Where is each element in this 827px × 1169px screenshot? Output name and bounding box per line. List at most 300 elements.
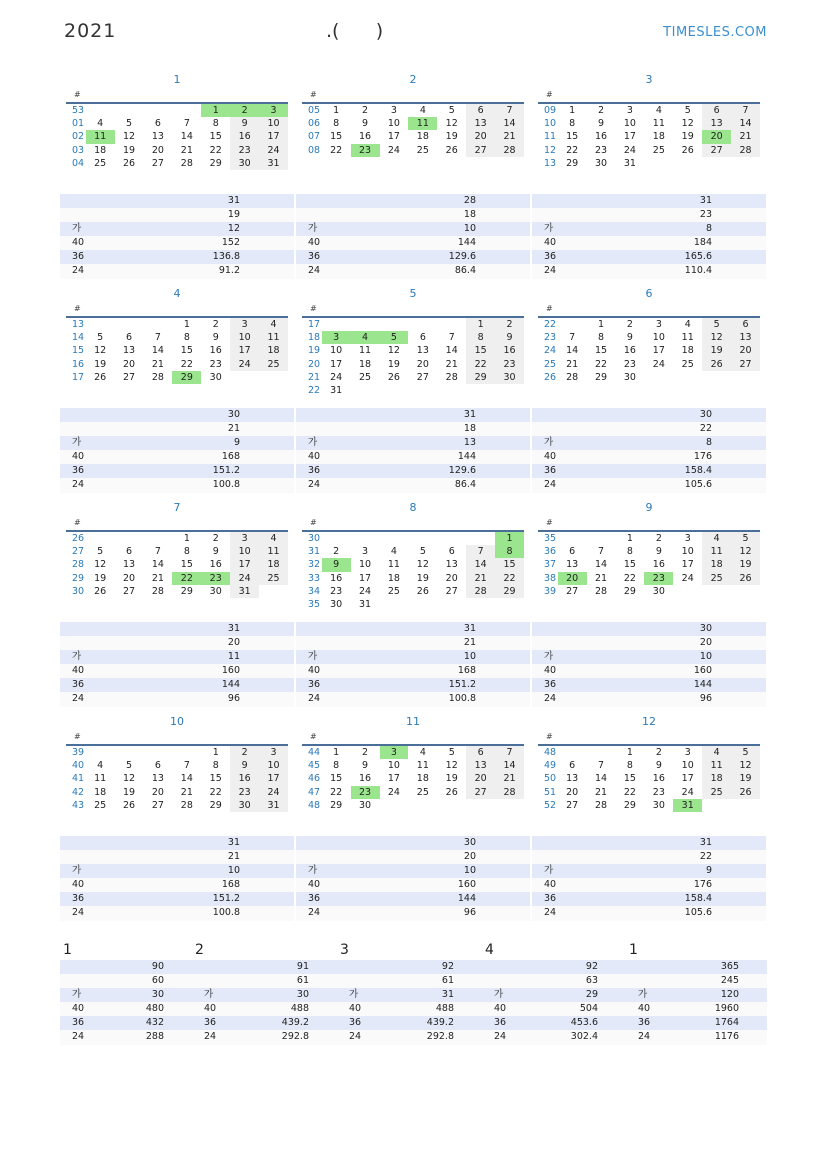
day-cell[interactable]: 20 <box>151 786 164 798</box>
day-cell[interactable]: 26 <box>94 585 107 597</box>
day-cell[interactable]: 25 <box>359 371 372 383</box>
day-cell[interactable]: 27 <box>416 371 429 383</box>
day-cell[interactable]: 2 <box>362 747 369 758</box>
holiday-day[interactable]: 31 <box>673 799 702 812</box>
day-cell[interactable]: 24 <box>387 144 400 156</box>
day-cell[interactable]: 21 <box>180 786 193 798</box>
day-cell[interactable]: 9 <box>495 331 524 344</box>
day-cell[interactable]: 25 <box>416 144 429 156</box>
day-cell[interactable]: 26 <box>731 786 760 799</box>
day-cell[interactable]: 29 <box>595 371 608 383</box>
day-cell[interactable]: 7 <box>495 746 524 759</box>
day-cell[interactable]: 26 <box>681 144 694 156</box>
day-cell[interactable]: 29 <box>180 585 193 597</box>
day-cell[interactable]: 11 <box>702 545 731 558</box>
day-cell[interactable]: 4 <box>259 532 288 545</box>
day-cell[interactable]: 25 <box>259 572 288 585</box>
day-cell[interactable]: 15 <box>330 773 343 785</box>
day-cell[interactable]: 12 <box>681 118 694 130</box>
day-cell[interactable]: 4 <box>702 532 731 545</box>
day-cell[interactable]: 15 <box>180 559 193 571</box>
day-cell[interactable]: 16 <box>359 773 372 785</box>
day-cell[interactable]: 15 <box>209 773 222 785</box>
day-cell[interactable]: 21 <box>595 786 608 798</box>
day-cell[interactable]: 11 <box>359 345 372 357</box>
day-cell[interactable]: 3 <box>626 105 633 116</box>
day-cell[interactable]: 28 <box>180 799 193 811</box>
day-cell[interactable]: 8 <box>626 760 633 772</box>
day-cell[interactable]: 9 <box>655 546 662 558</box>
day-cell[interactable]: 20 <box>123 572 136 584</box>
day-cell[interactable]: 26 <box>123 157 136 169</box>
day-cell[interactable]: 1 <box>333 105 340 116</box>
day-cell[interactable]: 29 <box>566 157 579 169</box>
day-cell[interactable]: 4 <box>419 747 426 758</box>
day-cell[interactable]: 10 <box>652 332 665 344</box>
day-cell[interactable]: 23 <box>230 786 259 799</box>
day-cell[interactable]: 27 <box>702 144 731 157</box>
day-cell[interactable]: 19 <box>94 572 107 584</box>
day-cell[interactable]: 19 <box>445 131 458 143</box>
day-cell[interactable]: 10 <box>681 760 694 772</box>
holiday-day[interactable]: 1 <box>495 532 524 545</box>
day-cell[interactable]: 2 <box>230 746 259 759</box>
day-cell[interactable]: 30 <box>359 799 372 811</box>
day-cell[interactable]: 20 <box>151 144 164 156</box>
day-cell[interactable]: 21 <box>466 572 495 585</box>
day-cell[interactable]: 7 <box>448 332 455 344</box>
day-cell[interactable]: 27 <box>566 585 579 597</box>
day-cell[interactable]: 28 <box>495 144 524 157</box>
day-cell[interactable]: 13 <box>566 773 579 785</box>
day-cell[interactable]: 17 <box>387 131 400 143</box>
day-cell[interactable]: 30 <box>623 371 636 383</box>
day-cell[interactable]: 14 <box>495 759 524 772</box>
day-cell[interactable]: 1 <box>183 319 190 330</box>
day-cell[interactable]: 29 <box>623 585 636 597</box>
day-cell[interactable]: 21 <box>495 772 524 785</box>
day-cell[interactable]: 8 <box>466 331 495 344</box>
day-cell[interactable]: 17 <box>230 558 259 571</box>
day-cell[interactable]: 1 <box>212 747 219 758</box>
day-cell[interactable]: 28 <box>595 585 608 597</box>
day-cell[interactable]: 10 <box>681 546 694 558</box>
holiday-day[interactable]: 20 <box>558 572 587 585</box>
day-cell[interactable]: 7 <box>154 546 161 558</box>
day-cell[interactable]: 5 <box>126 760 133 772</box>
day-cell[interactable]: 4 <box>702 746 731 759</box>
day-cell[interactable]: 10 <box>259 759 288 772</box>
day-cell[interactable]: 14 <box>466 558 495 571</box>
day-cell[interactable]: 30 <box>330 598 343 610</box>
day-cell[interactable]: 26 <box>94 371 107 383</box>
day-cell[interactable]: 10 <box>359 559 372 571</box>
day-cell[interactable]: 17 <box>359 572 372 584</box>
day-cell[interactable]: 24 <box>230 358 259 371</box>
day-cell[interactable]: 17 <box>681 559 694 571</box>
day-cell[interactable]: 18 <box>416 131 429 143</box>
day-cell[interactable]: 16 <box>652 559 665 571</box>
day-cell[interactable]: 1 <box>626 747 633 758</box>
day-cell[interactable]: 26 <box>702 358 731 371</box>
day-cell[interactable]: 21 <box>445 358 458 370</box>
day-cell[interactable]: 5 <box>731 532 760 545</box>
day-cell[interactable]: 11 <box>94 773 107 785</box>
day-cell[interactable]: 13 <box>466 117 495 130</box>
day-cell[interactable]: 9 <box>362 118 369 130</box>
day-cell[interactable]: 24 <box>259 144 288 157</box>
day-cell[interactable]: 15 <box>566 131 579 143</box>
day-cell[interactable]: 23 <box>230 144 259 157</box>
day-cell[interactable]: 31 <box>359 598 372 610</box>
day-cell[interactable]: 13 <box>466 759 495 772</box>
day-cell[interactable]: 25 <box>387 585 400 597</box>
day-cell[interactable]: 19 <box>702 344 731 357</box>
day-cell[interactable]: 13 <box>123 345 136 357</box>
day-cell[interactable]: 5 <box>731 746 760 759</box>
day-cell[interactable]: 8 <box>212 118 219 130</box>
day-cell[interactable]: 12 <box>445 118 458 130</box>
day-cell[interactable]: 30 <box>230 157 259 170</box>
day-cell[interactable]: 28 <box>180 157 193 169</box>
day-cell[interactable]: 17 <box>623 131 636 143</box>
day-cell[interactable]: 29 <box>330 799 343 811</box>
day-cell[interactable]: 8 <box>598 332 605 344</box>
day-cell[interactable]: 17 <box>652 345 665 357</box>
day-cell[interactable]: 17 <box>259 130 288 143</box>
holiday-day[interactable]: 3 <box>259 104 288 117</box>
day-cell[interactable]: 17 <box>259 772 288 785</box>
day-cell[interactable]: 14 <box>151 559 164 571</box>
day-cell[interactable]: 30 <box>209 585 222 597</box>
day-cell[interactable]: 27 <box>123 585 136 597</box>
day-cell[interactable]: 6 <box>702 104 731 117</box>
day-cell[interactable]: 2 <box>598 105 605 116</box>
day-cell[interactable]: 24 <box>330 371 343 383</box>
day-cell[interactable]: 18 <box>94 144 107 156</box>
day-cell[interactable]: 27 <box>445 585 458 597</box>
day-cell[interactable]: 19 <box>445 773 458 785</box>
day-cell[interactable]: 26 <box>123 799 136 811</box>
day-cell[interactable]: 23 <box>652 786 665 798</box>
holiday-day[interactable]: 20 <box>702 130 731 143</box>
day-cell[interactable]: 27 <box>151 157 164 169</box>
day-cell[interactable]: 3 <box>230 532 259 545</box>
day-cell[interactable]: 22 <box>209 786 222 798</box>
day-cell[interactable]: 5 <box>126 118 133 130</box>
day-cell[interactable]: 12 <box>416 559 429 571</box>
day-cell[interactable]: 15 <box>466 344 495 357</box>
day-cell[interactable]: 14 <box>566 345 579 357</box>
day-cell[interactable]: 17 <box>681 773 694 785</box>
day-cell[interactable]: 15 <box>595 345 608 357</box>
day-cell[interactable]: 14 <box>595 559 608 571</box>
day-cell[interactable]: 25 <box>681 358 694 370</box>
day-cell[interactable]: 1 <box>466 318 495 331</box>
day-cell[interactable]: 24 <box>230 572 259 585</box>
day-cell[interactable]: 19 <box>681 131 694 143</box>
day-cell[interactable]: 22 <box>330 786 343 798</box>
day-cell[interactable]: 11 <box>259 331 288 344</box>
day-cell[interactable]: 6 <box>126 546 133 558</box>
day-cell[interactable]: 29 <box>623 799 636 811</box>
day-cell[interactable]: 7 <box>183 118 190 130</box>
day-cell[interactable]: 22 <box>595 358 608 370</box>
day-cell[interactable]: 14 <box>445 345 458 357</box>
day-cell[interactable]: 10 <box>387 760 400 772</box>
day-cell[interactable]: 5 <box>419 546 426 558</box>
day-cell[interactable]: 10 <box>259 117 288 130</box>
day-cell[interactable]: 12 <box>445 760 458 772</box>
day-cell[interactable]: 12 <box>731 759 760 772</box>
day-cell[interactable]: 10 <box>330 345 343 357</box>
day-cell[interactable]: 8 <box>569 118 576 130</box>
day-cell[interactable]: 1 <box>569 105 576 116</box>
day-cell[interactable]: 16 <box>230 772 259 785</box>
day-cell[interactable]: 20 <box>466 772 495 785</box>
day-cell[interactable]: 6 <box>154 760 161 772</box>
day-cell[interactable]: 18 <box>702 558 731 571</box>
day-cell[interactable]: 2 <box>655 747 662 758</box>
day-cell[interactable]: 10 <box>623 118 636 130</box>
day-cell[interactable]: 27 <box>566 799 579 811</box>
day-cell[interactable]: 31 <box>259 157 288 170</box>
day-cell[interactable]: 10 <box>230 331 259 344</box>
day-cell[interactable]: 21 <box>495 130 524 143</box>
day-cell[interactable]: 19 <box>123 786 136 798</box>
day-cell[interactable]: 7 <box>154 332 161 344</box>
day-cell[interactable]: 16 <box>595 131 608 143</box>
day-cell[interactable]: 12 <box>387 345 400 357</box>
day-cell[interactable]: 16 <box>330 572 343 584</box>
holiday-day[interactable]: 4 <box>351 331 380 344</box>
day-cell[interactable]: 16 <box>209 559 222 571</box>
day-cell[interactable]: 30 <box>652 799 665 811</box>
day-cell[interactable]: 4 <box>259 318 288 331</box>
day-cell[interactable]: 21 <box>180 144 193 156</box>
day-cell[interactable]: 8 <box>212 760 219 772</box>
day-cell[interactable]: 23 <box>209 358 222 370</box>
day-cell[interactable]: 20 <box>566 786 579 798</box>
day-cell[interactable]: 16 <box>652 773 665 785</box>
day-cell[interactable]: 2 <box>495 318 524 331</box>
holiday-day[interactable]: 23 <box>351 786 380 799</box>
day-cell[interactable]: 25 <box>702 572 731 585</box>
site-logo[interactable]: TIMESLES.COM <box>663 25 767 40</box>
day-cell[interactable]: 14 <box>180 773 193 785</box>
day-cell[interactable]: 22 <box>330 144 343 156</box>
day-cell[interactable]: 3 <box>684 533 691 544</box>
day-cell[interactable]: 9 <box>598 118 605 130</box>
day-cell[interactable]: 6 <box>448 546 455 558</box>
day-cell[interactable]: 16 <box>623 345 636 357</box>
holiday-day[interactable]: 23 <box>644 572 673 585</box>
day-cell[interactable]: 20 <box>445 572 458 584</box>
day-cell[interactable]: 20 <box>123 358 136 370</box>
day-cell[interactable]: 30 <box>230 799 259 812</box>
day-cell[interactable]: 7 <box>569 332 576 344</box>
day-cell[interactable]: 25 <box>94 157 107 169</box>
day-cell[interactable]: 28 <box>566 371 579 383</box>
day-cell[interactable]: 21 <box>595 572 608 584</box>
day-cell[interactable]: 27 <box>731 358 760 371</box>
holiday-day[interactable]: 11 <box>408 117 437 130</box>
day-cell[interactable]: 14 <box>495 117 524 130</box>
day-cell[interactable]: 9 <box>212 546 219 558</box>
day-cell[interactable]: 29 <box>209 799 222 811</box>
day-cell[interactable]: 6 <box>569 760 576 772</box>
day-cell[interactable]: 4 <box>390 546 397 558</box>
day-cell[interactable]: 29 <box>495 585 524 598</box>
day-cell[interactable]: 7 <box>495 104 524 117</box>
day-cell[interactable]: 26 <box>445 144 458 156</box>
day-cell[interactable]: 13 <box>445 559 458 571</box>
day-cell[interactable]: 2 <box>626 319 633 330</box>
holiday-day[interactable]: 3 <box>380 746 409 759</box>
day-cell[interactable]: 1 <box>626 533 633 544</box>
day-cell[interactable]: 9 <box>626 332 633 344</box>
day-cell[interactable]: 9 <box>655 760 662 772</box>
day-cell[interactable]: 27 <box>151 799 164 811</box>
day-cell[interactable]: 28 <box>151 585 164 597</box>
day-cell[interactable]: 24 <box>259 786 288 799</box>
day-cell[interactable]: 21 <box>566 358 579 370</box>
day-cell[interactable]: 15 <box>623 773 636 785</box>
day-cell[interactable]: 29 <box>466 371 495 384</box>
day-cell[interactable]: 8 <box>333 760 340 772</box>
day-cell[interactable]: 31 <box>330 384 343 396</box>
day-cell[interactable]: 22 <box>623 572 636 584</box>
day-cell[interactable]: 1 <box>598 319 605 330</box>
day-cell[interactable]: 9 <box>362 760 369 772</box>
day-cell[interactable]: 20 <box>731 344 760 357</box>
day-cell[interactable]: 3 <box>259 746 288 759</box>
day-cell[interactable]: 26 <box>445 786 458 798</box>
day-cell[interactable]: 19 <box>731 772 760 785</box>
day-cell[interactable]: 18 <box>259 344 288 357</box>
day-cell[interactable]: 15 <box>495 558 524 571</box>
day-cell[interactable]: 6 <box>466 104 495 117</box>
day-cell[interactable]: 3 <box>655 319 662 330</box>
day-cell[interactable]: 7 <box>731 104 760 117</box>
day-cell[interactable]: 27 <box>466 786 495 799</box>
day-cell[interactable]: 25 <box>702 786 731 799</box>
day-cell[interactable]: 20 <box>416 358 429 370</box>
day-cell[interactable]: 22 <box>566 144 579 156</box>
day-cell[interactable]: 6 <box>126 332 133 344</box>
day-cell[interactable]: 8 <box>626 546 633 558</box>
day-cell[interactable]: 17 <box>230 344 259 357</box>
day-cell[interactable]: 21 <box>731 130 760 143</box>
day-cell[interactable]: 6 <box>466 746 495 759</box>
day-cell[interactable]: 4 <box>684 319 691 330</box>
day-cell[interactable]: 8 <box>333 118 340 130</box>
day-cell[interactable]: 1 <box>183 533 190 544</box>
holiday-day[interactable]: 23 <box>351 144 380 157</box>
day-cell[interactable]: 7 <box>466 545 495 558</box>
day-cell[interactable]: 22 <box>180 358 193 370</box>
day-cell[interactable]: 2 <box>212 319 219 330</box>
day-cell[interactable]: 18 <box>387 572 400 584</box>
day-cell[interactable]: 5 <box>684 105 691 116</box>
day-cell[interactable]: 11 <box>259 545 288 558</box>
day-cell[interactable]: 16 <box>359 131 372 143</box>
day-cell[interactable]: 23 <box>495 358 524 371</box>
day-cell[interactable]: 20 <box>466 130 495 143</box>
day-cell[interactable]: 13 <box>702 117 731 130</box>
holiday-day[interactable]: 5 <box>380 331 409 344</box>
day-cell[interactable]: 4 <box>97 760 104 772</box>
day-cell[interactable]: 27 <box>123 371 136 383</box>
day-cell[interactable]: 13 <box>123 559 136 571</box>
day-cell[interactable]: 26 <box>731 572 760 585</box>
day-cell[interactable]: 21 <box>151 358 164 370</box>
day-cell[interactable]: 3 <box>390 105 397 116</box>
holiday-day[interactable]: 29 <box>172 371 201 384</box>
day-cell[interactable]: 19 <box>416 572 429 584</box>
day-cell[interactable]: 12 <box>94 345 107 357</box>
day-cell[interactable]: 5 <box>448 105 455 116</box>
day-cell[interactable]: 15 <box>180 345 193 357</box>
day-cell[interactable]: 4 <box>419 105 426 116</box>
day-cell[interactable]: 25 <box>94 799 107 811</box>
day-cell[interactable]: 31 <box>230 585 259 598</box>
day-cell[interactable]: 2 <box>212 533 219 544</box>
day-cell[interactable]: 28 <box>731 144 760 157</box>
holiday-day[interactable]: 8 <box>495 545 524 558</box>
day-cell[interactable]: 28 <box>445 371 458 383</box>
day-cell[interactable]: 5 <box>97 332 104 344</box>
day-cell[interactable]: 3 <box>684 747 691 758</box>
day-cell[interactable]: 2 <box>333 546 340 558</box>
day-cell[interactable]: 19 <box>387 358 400 370</box>
day-cell[interactable]: 12 <box>731 545 760 558</box>
day-cell[interactable]: 3 <box>362 546 369 558</box>
day-cell[interactable]: 28 <box>466 585 495 598</box>
day-cell[interactable]: 24 <box>623 144 636 156</box>
day-cell[interactable]: 8 <box>183 546 190 558</box>
day-cell[interactable]: 18 <box>259 558 288 571</box>
day-cell[interactable]: 2 <box>362 105 369 116</box>
day-cell[interactable]: 30 <box>595 157 608 169</box>
day-cell[interactable]: 31 <box>623 157 636 169</box>
day-cell[interactable]: 13 <box>731 331 760 344</box>
day-cell[interactable]: 23 <box>595 144 608 156</box>
day-cell[interactable]: 18 <box>681 345 694 357</box>
day-cell[interactable]: 10 <box>387 118 400 130</box>
day-cell[interactable]: 12 <box>94 559 107 571</box>
day-cell[interactable]: 18 <box>652 131 665 143</box>
holiday-day[interactable]: 22 <box>172 572 201 585</box>
day-cell[interactable]: 29 <box>209 157 222 169</box>
day-cell[interactable]: 10 <box>230 545 259 558</box>
day-cell[interactable]: 28 <box>595 799 608 811</box>
day-cell[interactable]: 15 <box>623 559 636 571</box>
day-cell[interactable]: 13 <box>151 131 164 143</box>
day-cell[interactable]: 5 <box>448 747 455 758</box>
day-cell[interactable]: 17 <box>330 358 343 370</box>
day-cell[interactable]: 11 <box>416 760 429 772</box>
day-cell[interactable]: 6 <box>569 546 576 558</box>
day-cell[interactable]: 9 <box>230 117 259 130</box>
day-cell[interactable]: 13 <box>151 773 164 785</box>
day-cell[interactable]: 28 <box>495 786 524 799</box>
day-cell[interactable]: 7 <box>183 760 190 772</box>
holiday-day[interactable]: 1 <box>201 104 230 117</box>
day-cell[interactable]: 16 <box>209 345 222 357</box>
holiday-day[interactable]: 2 <box>230 104 259 117</box>
day-cell[interactable]: 22 <box>209 144 222 156</box>
